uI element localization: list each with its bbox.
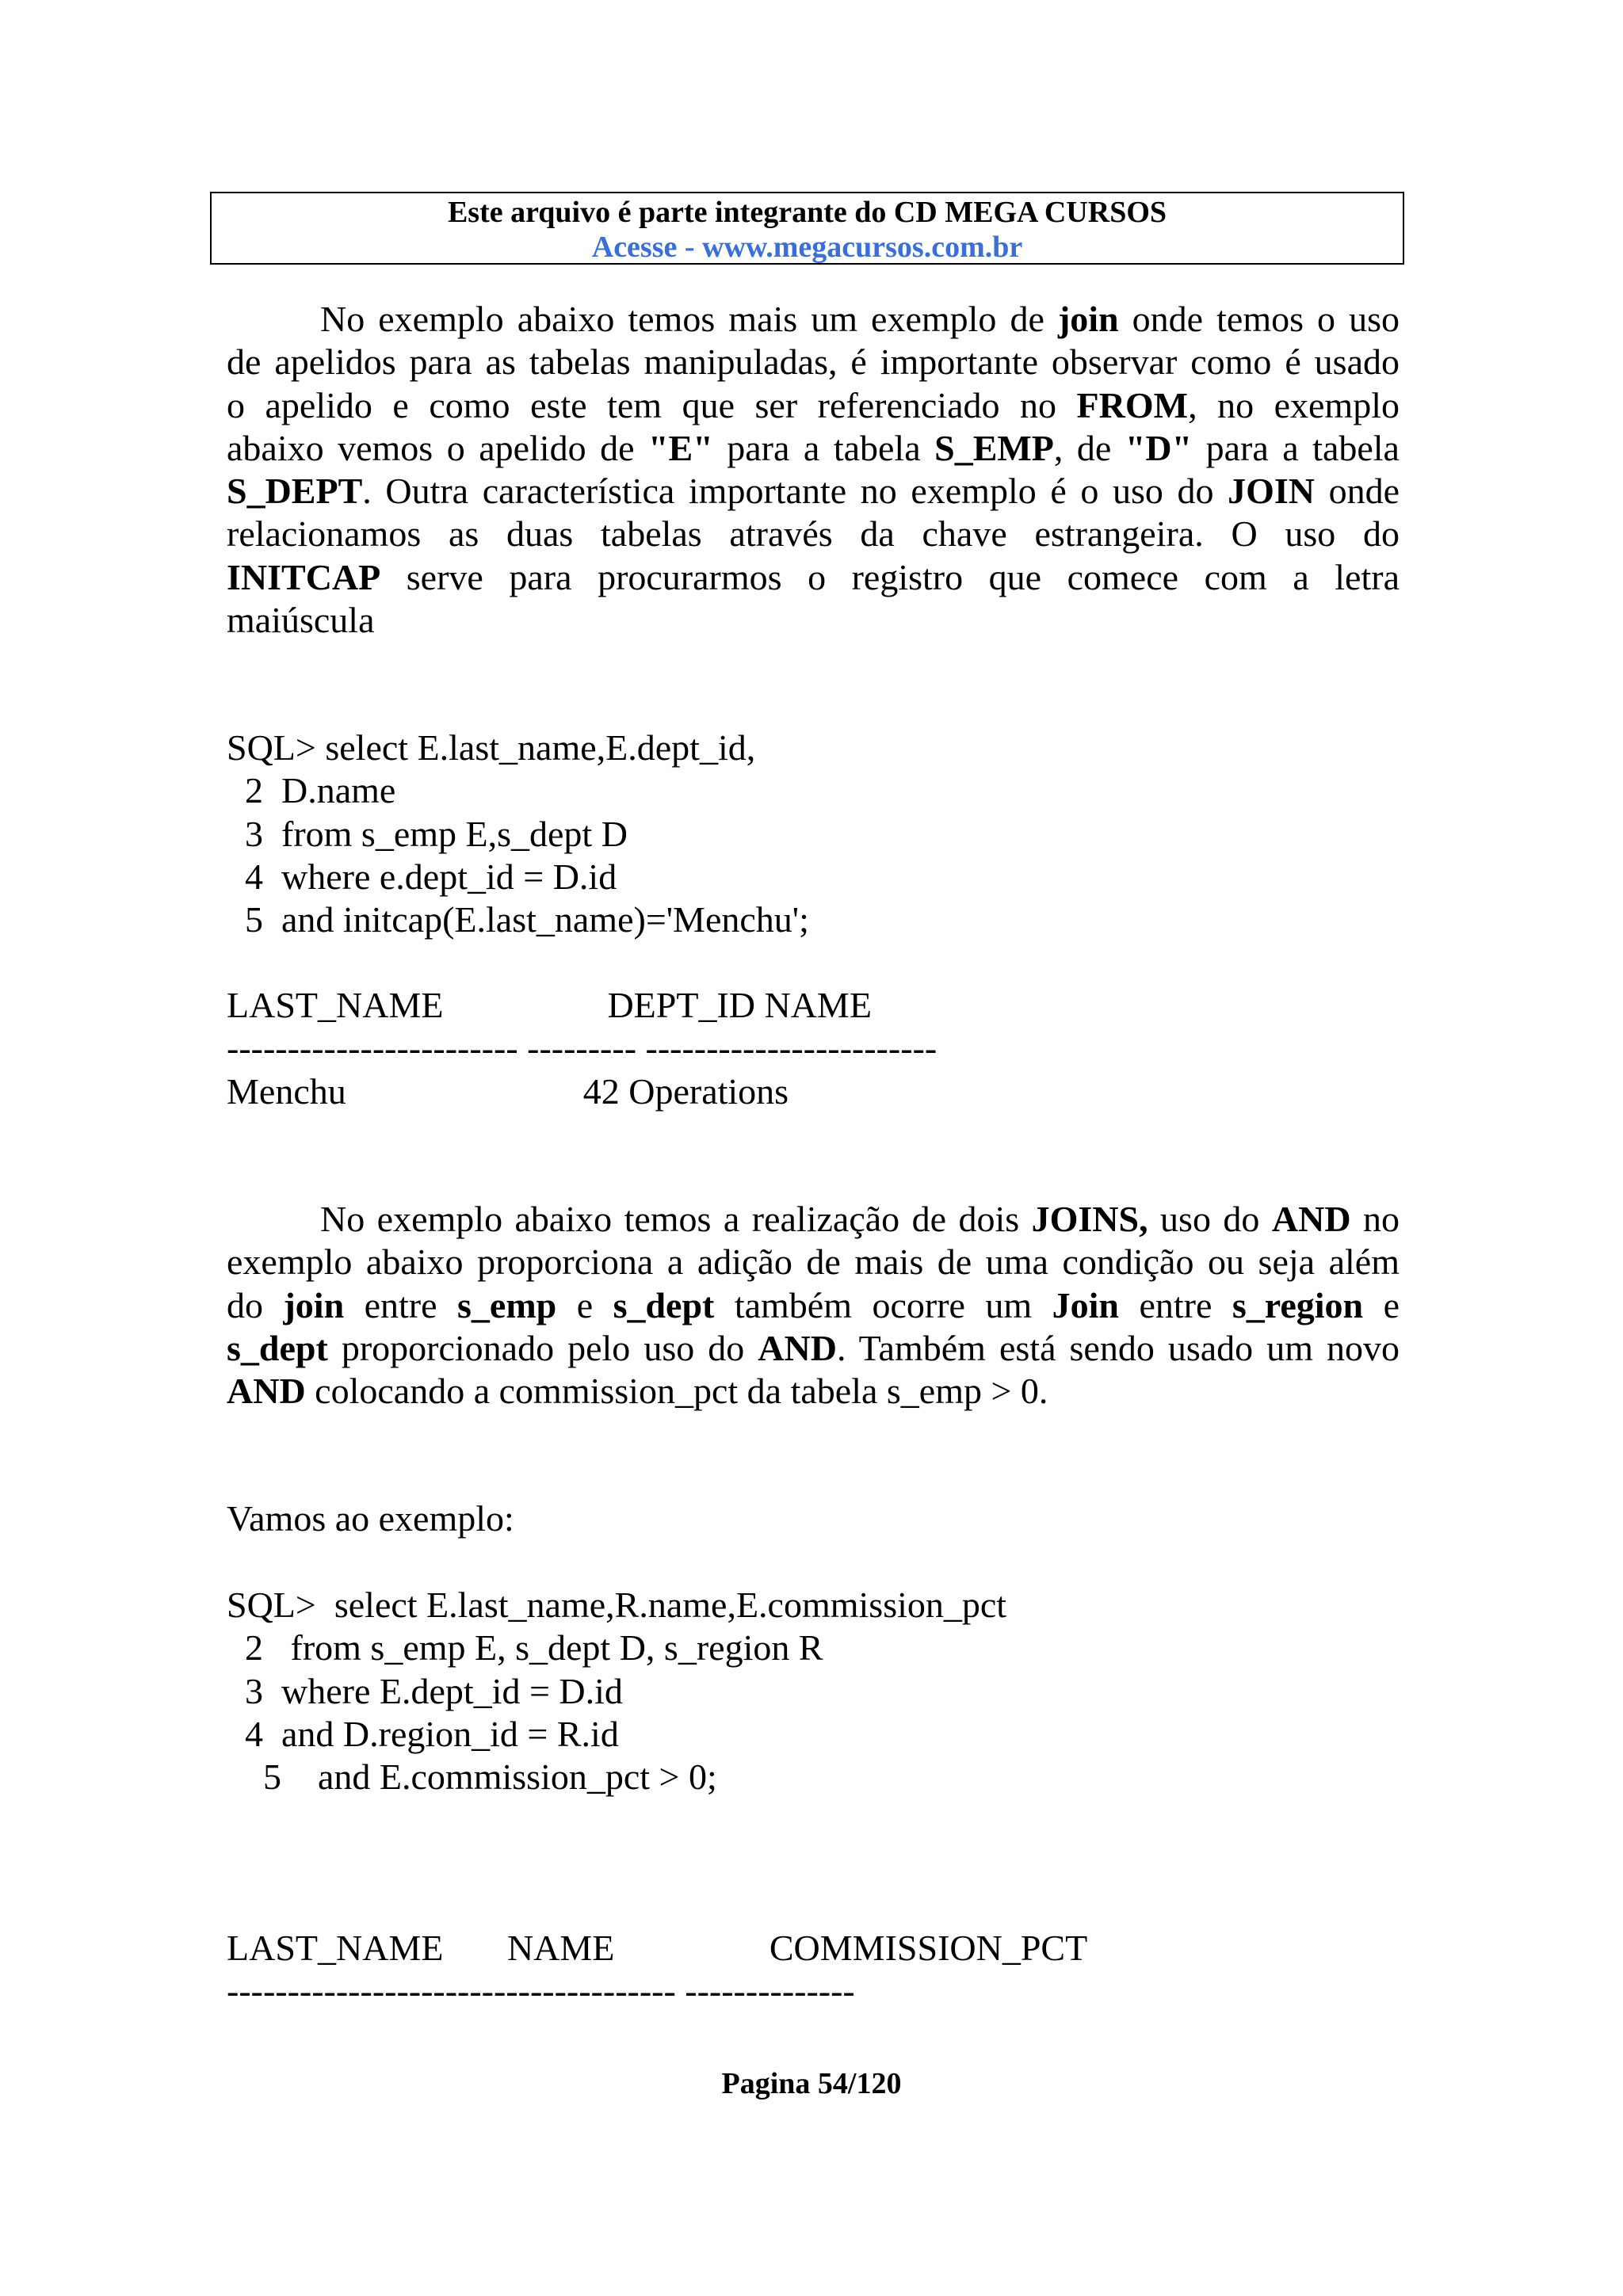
page-number: Pagina 54/120 [721,2067,902,2100]
text-run: , de [1053,427,1125,468]
bold-term: "D" [1125,427,1193,468]
bold-term: join [1057,299,1119,339]
paragraph-two-joins [227,1198,1400,1413]
paragraph-join-aliases [227,298,1400,642]
bold-term: s_region [1232,1284,1364,1325]
bold-term: s_dept [613,1284,715,1325]
text-run: o apelido e como este tem que ser referenciado no [227,384,1077,425]
bold-term: JOIN [1228,471,1315,512]
text-run: exemplo abaixo proporciona a adição de mais de uma condição ou seja além [227,1241,1400,1283]
text-line [227,1284,1400,1327]
text-line [227,599,1400,642]
bold-term: Join [1052,1284,1119,1325]
text-line [227,341,1400,383]
text-run: onde [1314,471,1400,512]
text-line [227,384,1400,427]
text-run: . Outra característica importante no exemplo é o uso do [362,471,1228,512]
text-run: serve para procurarmos o registro que comece com a letra [380,556,1400,597]
text-run: também ocorre um [714,1284,1052,1325]
text-run: no [1350,1199,1400,1239]
header-banner [210,192,1404,265]
text-run: No exemplo abaixo temos mais um exemplo de [320,299,1058,339]
text-run: . Também está sendo usado um novo [836,1327,1400,1368]
text-run: abaixo vemos o apelido de [227,427,648,468]
text-line [227,1198,1400,1241]
text-run: relacionamos as duas tabelas através da chave estrangeira. O uso do [227,513,1400,555]
text-line [227,1370,1400,1413]
bold-term: S_EMP [934,427,1054,468]
text-run: colocando a commission_pct da tabela s_emp > 0. [305,1371,1048,1412]
bold-term: join [283,1284,345,1325]
header-title: Este arquivo é parte integrante do CD MEGA CURSOS [447,196,1167,229]
example-intro-text: Vamos ao exemplo: [227,1498,514,1539]
text-run: proporcionado pelo uso do [327,1327,758,1368]
bold-term: AND [758,1327,837,1368]
bold-term: s_dept [227,1327,328,1368]
query-result-1: LAST_NAME DEPT_ID NAME ------------------------ --------- ------------------------ Menchu 42 Operations [227,985,938,1112]
text-run: onde temos o uso [1118,299,1400,339]
bold-term: JOINS, [1031,1199,1148,1239]
text-run: e [556,1284,613,1325]
text-run: , no exemplo [1188,384,1400,425]
text-line [227,1327,1400,1370]
bold-term: AND [227,1371,306,1412]
text-run: e [1363,1284,1400,1325]
text-line [227,470,1400,513]
sql-query-1: SQL> select E.last_name,E.dept_id, 2 D.name 3 from s_emp E,s_dept D 4 where e.dept_id = D.id 5 and initcap(E.last_name)='Menchu'; [227,727,809,940]
text-run: No exemplo abaixo temos a realização de dois [320,1199,1032,1239]
text-line [227,1241,1400,1283]
text-line [227,298,1400,341]
bold-term: INITCAP [227,556,381,597]
text-run: do [227,1284,284,1325]
text-run: de apelidos para as tabelas manipuladas, é importante observar como é usado [227,341,1400,383]
text-line [227,513,1400,555]
text-run: uso do [1148,1199,1272,1239]
bold-term: S_DEPT [227,471,363,512]
bold-term: FROM [1076,384,1189,425]
bold-term: s_emp [457,1284,557,1325]
header-link[interactable]: Acesse - www.megacursos.com.br [591,231,1023,264]
text-run: entre [344,1284,457,1325]
sql-query-2: SQL> select E.last_name,R.name,E.commission_pct 2 from s_emp E, s_dept D, s_region R 3 where E.dept_id = D.id 4 and D.region_id = R.id 5 and E.commission_pct > 0; [227,1585,1007,1798]
bold-term: "E" [648,427,713,468]
text-run: entre [1119,1284,1232,1325]
bold-term: AND [1271,1199,1351,1239]
text-line [227,556,1400,599]
text-line [227,427,1400,470]
query-result-2: LAST_NAME NAME COMMISSION_PCT ------------------------------------- -------------- [227,1928,1088,2012]
text-run: maiúscula [227,600,375,641]
example-intro [227,1497,1400,1540]
text-run: para a tabela [712,427,935,468]
text-run: para a tabela [1192,427,1400,468]
